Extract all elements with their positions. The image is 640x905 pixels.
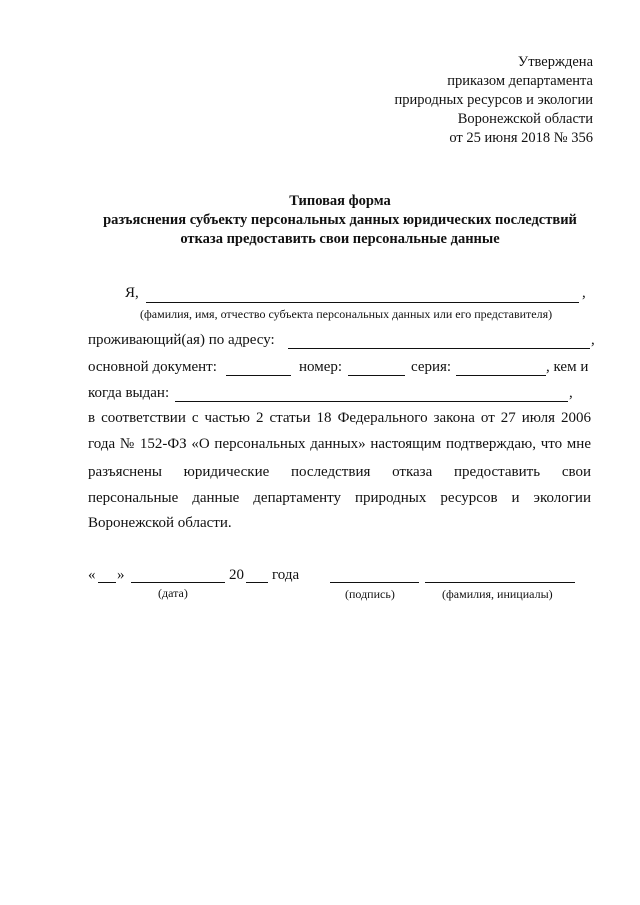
form-subtitle-line-2: отказа предоставить свои персональные данные xyxy=(180,231,500,247)
issued-when-comma: , xyxy=(569,385,573,401)
fio-comma: , xyxy=(582,285,586,301)
fio-field[interactable] xyxy=(146,302,579,303)
form-title: Типовая форма xyxy=(289,193,391,209)
body-line-2: года № 152-ФЗ «О персональных данных» настоящим подтверждаю, что мне xyxy=(88,436,591,452)
year-suffix: года xyxy=(272,567,300,583)
number-field[interactable] xyxy=(348,375,405,376)
series-label: серия: xyxy=(411,359,452,375)
approval-line-1: Утверждена xyxy=(517,54,593,70)
issued-by-label: , кем и xyxy=(546,359,589,375)
name-caption: (фамилия, инициалы) xyxy=(442,587,553,601)
body-word: природных xyxy=(354,490,427,506)
year-field[interactable] xyxy=(246,582,268,583)
body-word: персональные xyxy=(88,490,179,506)
body-line-1: в соответствии с частью 2 статьи 18 Федерального закона от 27 июля 2006 xyxy=(88,410,591,426)
date-caption: (дата) xyxy=(158,586,188,600)
body-word: юридические xyxy=(183,464,270,480)
body-line-5: Воронежской области. xyxy=(88,515,232,531)
fio-caption: (фамилия, имя, отчество субъекта персональных данных или его представителя) xyxy=(140,307,553,321)
month-field[interactable] xyxy=(131,582,225,583)
body-word: ресурсов xyxy=(440,490,498,506)
approval-line-5: от 25 июня 2018 № 356 xyxy=(449,130,593,146)
issued-when-field[interactable] xyxy=(175,401,568,402)
signature-field[interactable] xyxy=(330,582,419,583)
body-word: департаменту xyxy=(253,490,341,506)
series-field[interactable] xyxy=(456,375,546,376)
address-comma: , xyxy=(591,332,595,348)
document-label: основной документ: xyxy=(88,359,217,375)
date-close-quote: » xyxy=(117,567,125,583)
document-field[interactable] xyxy=(226,375,291,376)
signature-caption: (подпись) xyxy=(345,587,395,601)
form-subtitle-line-1: разъяснения субъекту персональных данных юридических последствий xyxy=(103,212,577,228)
number-label: номер: xyxy=(299,359,343,375)
body-line-3 xyxy=(88,464,591,481)
body-word: разъяснены xyxy=(88,464,162,480)
day-field[interactable] xyxy=(98,582,116,583)
address-field[interactable] xyxy=(288,348,590,349)
issued-when-label: когда выдан: xyxy=(88,385,170,401)
body-word: последствия xyxy=(291,464,371,480)
body-word: экологии xyxy=(533,490,591,506)
date-open-quote: « xyxy=(88,567,96,583)
approval-line-4: Воронежской области xyxy=(457,111,593,127)
ya-label: Я, xyxy=(125,285,139,301)
approval-line-2: приказом департамента xyxy=(447,73,593,89)
approval-block xyxy=(395,53,593,148)
body-word: данные xyxy=(192,490,240,506)
body-word: предоставить xyxy=(454,464,541,480)
body-word: и xyxy=(511,490,520,506)
body-line-4 xyxy=(88,490,591,507)
approval-line-3: природных ресурсов и экологии xyxy=(394,92,593,108)
body-word: свои xyxy=(561,464,591,480)
name-initials-field[interactable] xyxy=(425,582,575,583)
body-word: отказа xyxy=(392,464,433,480)
address-label: проживающий(ая) по адресу: xyxy=(88,332,275,348)
year-prefix: 20 xyxy=(229,567,244,583)
